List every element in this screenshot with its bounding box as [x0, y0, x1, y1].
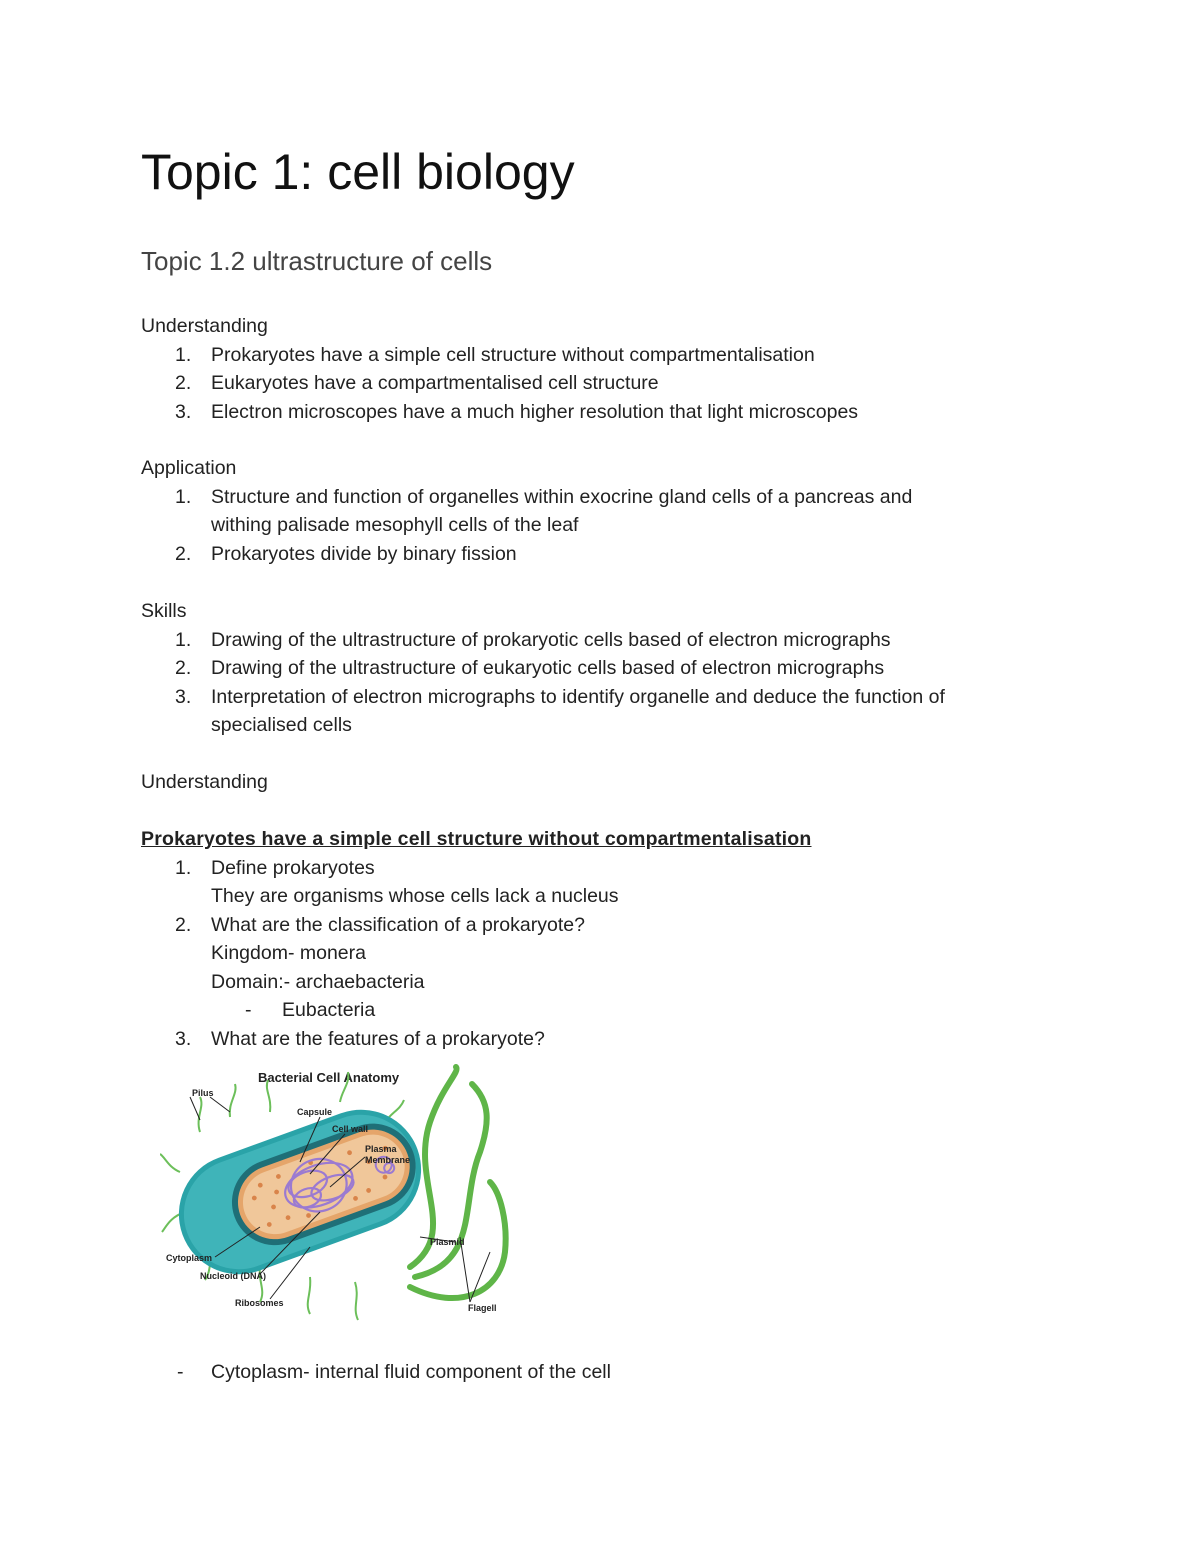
list-item-continuation [141, 511, 579, 540]
list-number: 3. [175, 400, 192, 423]
bullet-dash: - [177, 1361, 184, 1383]
section-heading: Understanding [141, 315, 268, 337]
list-number: 3. [175, 1027, 192, 1050]
list-item [141, 483, 913, 512]
label-membrane: Membrane [365, 1155, 411, 1165]
label-cytoplasm: Cytoplasm [166, 1253, 213, 1263]
list-text: Eukaryotes have a compartmentalised cell structure [211, 372, 659, 394]
list-number: 1. [175, 856, 192, 879]
list-text: Drawing of the ultrastructure of eukaryotic cells based of electron micrographs [211, 657, 885, 679]
application-section [141, 454, 913, 568]
section-heading: Understanding [141, 771, 268, 793]
list-text: Interpretation of electron micrographs to identify organelle and deduce the function of [211, 685, 945, 708]
list-number: 1. [175, 343, 192, 366]
list-text: Structure and function of organelles within exocrine gland cells of a pancreas and [211, 485, 913, 508]
list-number: 2. [175, 542, 192, 565]
answer-text: They are organisms whose cells lack a nucleus [211, 885, 619, 907]
sub-item [141, 996, 812, 1025]
list-text: Drawing of the ultrastructure of prokaryotic cells based of electron micrographs [211, 628, 891, 651]
list-text: Prokaryotes have a simple cell structure without compartmentalisation [211, 343, 815, 366]
understanding-detail-section [141, 768, 812, 1053]
page-subtitle: Topic 1.2 ultrastructure of cells [141, 246, 493, 276]
label-flagell: Flagell [468, 1303, 497, 1313]
list-text: withing palisade mesophyll cells of the leaf [211, 514, 579, 536]
list-item [141, 911, 812, 940]
bullet-text: Cytoplasm- internal fluid component of the cell [211, 1361, 611, 1383]
list-item [141, 1025, 812, 1054]
sub-text: Eubacteria [282, 999, 376, 1021]
answer-line [141, 882, 812, 911]
list-number: 1. [175, 628, 192, 651]
bacterial-cell-diagram [160, 1062, 520, 1347]
page-title: Topic 1: cell biology [141, 144, 575, 200]
figure-title: Bacterial Cell Anatomy [258, 1070, 400, 1085]
list-item [141, 341, 815, 370]
label-plasma: Plasma [365, 1144, 397, 1154]
list-item [141, 654, 885, 683]
list-number: 1. [175, 485, 192, 508]
list-number: 2. [175, 372, 192, 394]
list-item [141, 540, 517, 569]
label-nucleoid: Nucleoid (DNA) [200, 1271, 266, 1281]
list-text: specialised cells [211, 714, 352, 736]
flagella [410, 1067, 506, 1298]
understanding-section [141, 312, 859, 426]
list-item [141, 854, 812, 883]
list-item [141, 626, 891, 655]
label-pilus: Pilus [192, 1088, 214, 1098]
label-plasmid: Plasmid [430, 1237, 465, 1247]
section-title: Prokaryotes have a simple cell structure without compartmentalisation [141, 828, 812, 850]
answer-line [141, 968, 812, 997]
question-text: What are the classification of a prokaryote? [211, 913, 585, 936]
list-item [141, 398, 859, 427]
section-heading: Skills [141, 600, 187, 622]
question-text: What are the features of a prokaryote? [211, 1027, 545, 1050]
section-heading: Application [141, 457, 237, 479]
list-number: 2. [175, 913, 192, 936]
label-cell-wall: Cell wall [332, 1124, 369, 1134]
list-item [141, 683, 945, 712]
list-number: 2. [175, 657, 192, 679]
question-text: Define prokaryotes [211, 856, 375, 879]
list-item-continuation [141, 711, 352, 740]
skills-section [141, 597, 945, 740]
answer-line [141, 939, 812, 968]
label-capsule: Capsule [297, 1107, 333, 1117]
sub-dash: - [245, 999, 252, 1021]
list-text: Prokaryotes divide by binary fission [211, 542, 517, 565]
list-number: 3. [175, 685, 192, 708]
answer-text: Kingdom- monera [211, 942, 366, 964]
list-text: Electron microscopes have a much higher resolution that light microscopes [211, 400, 859, 423]
list-item [141, 369, 659, 398]
answer-text: Domain:- archaebacteria [211, 970, 425, 993]
label-ribosomes: Ribosomes [235, 1298, 284, 1308]
